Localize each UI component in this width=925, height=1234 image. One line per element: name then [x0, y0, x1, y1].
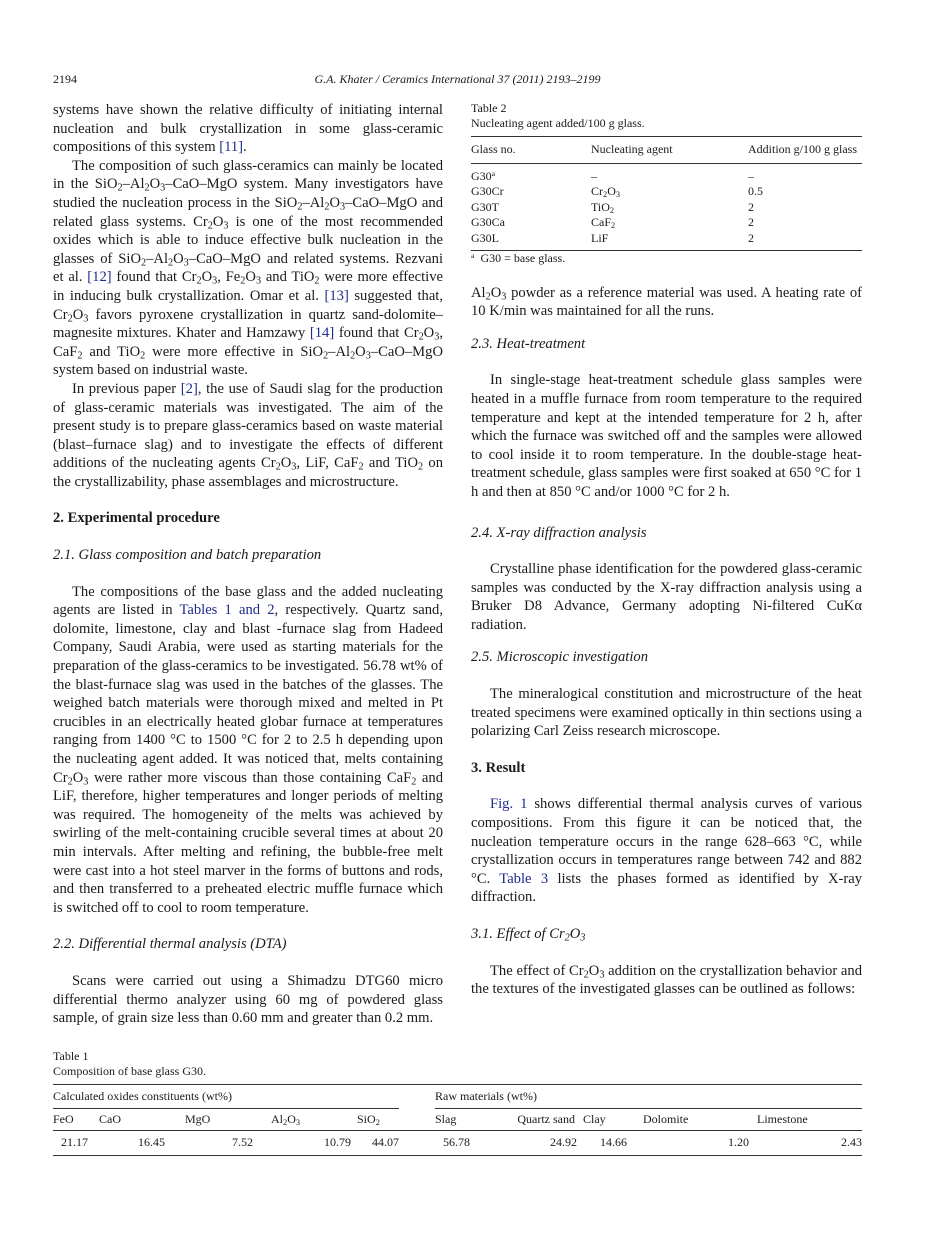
subsection-heading: 2.5. Microscopic investigation — [471, 649, 648, 666]
paragraph: The compositions of the base glass and the added nucleating agents are listed in Tables 1 and 2, respectively. Quartz sand, dolomite, limestone, clay and blast -furnace slag from Hadeed Company, Saudi Arabia, were used as starting materials for the preparation of the glass-ceramics to be investigated. 56.78 wt% of the blast-furnace slag was used in the batches of the glasses. The weighed batch materials were thorough mixed and melted in Pt crucibles in an electrically heated globar furnace at temperatures ranging from 1400 °C to 1500 °C for 2 to 2.5 h depending upon the nucleating agent added. It was noticed that, melts containing $Cr_2O_3$ were rather more viscous than those containing CaF$_2$ and LiF, therefore, higher temperatures and longer periods of melting was required. The homogeneity of the melts was achieved by swirling of the melt-containing crucible several times at about 20 min intervals. After melting and refining, the bubble-free melt were cast into a hot steel marver in the forms of buttons and rods, and then transferred to a preheated electric muffle furnace which is switched off to cool to room temperature. — [53, 583, 444, 916]
column-header: FeO — [53, 1109, 99, 1131]
paragraph: In previous paper [2], the use of Saudi slag for the production of glass-ceramic materials was investigated. The aim of the present study is to prepare glass-ceramics based on waste material (blast–furnace slag) and to investigate the effects of different additions of the nucleating agents $Cr_2O_3$, LiF, CaF$_2$ and TiO$_2$ on the crystallizability, phase assemblages and microstructure. — [53, 380, 443, 490]
subsection-heading: 2.2. Differential thermal analysis (DTA) — [53, 936, 287, 953]
running-header — [53, 72, 862, 88]
table-row: 21.17 16.45 7.52 10.79 44.07 56.78 24.92 14.66 1.20 2.43 — [53, 1131, 862, 1156]
left-column — [53, 101, 443, 1028]
reference-link[interactable]: [2] — [180, 380, 198, 397]
column-header: Dolomite — [643, 1109, 757, 1131]
reference-link[interactable]: [12] — [87, 269, 112, 286]
paragraph: $Al_2O_3$ powder as a reference material was used. A heating rate of 10 K/min was maintained for all the runs. — [471, 284, 862, 320]
column-header: $Al_2O_3$ — [271, 1109, 357, 1131]
table-footnote: $^a$ G30 = base glass. — [471, 250, 566, 265]
column-header: Quartz sand — [483, 1109, 583, 1131]
table-row: G30Ca CaF$_2$ 2 — [471, 215, 754, 231]
page-number: 2194 — [53, 72, 77, 86]
paragraph: The mineralogical constitution and microstructure of the heat treated specimens were examined optically in thin sections using a polarizing Carl Zeiss research microscope. — [471, 686, 862, 740]
paragraph: Scans were carried out using a Shimadzu DTG60 micro differential thermo analyzer using 60 mg of powdered glass sample, of grain size less than 0.60 mm and greater than 0.2 mm. — [53, 972, 443, 1027]
paragraph: The effect of $Cr_2O_3$ addition on the crystallization behavior and the textures of the investigated glasses can be outlined as follows: — [471, 962, 863, 998]
paragraph: Fig. 1 shows differential thermal analysis curves of various compositions. From this figure it can be noticed that, the nucleation temperature occurs in the range 628–663 °C, while crystallization occurs in temperatures range between 742 and 882 °C. Table 3 lists the phases formed as identified by X-ray diffraction. — [471, 796, 863, 906]
table-2 — [471, 101, 862, 266]
table-link[interactable]: Table 3 — [499, 870, 549, 887]
journal-citation: G.A. Khater / Ceramics International 37 (2011) 2193–2199 — [314, 72, 601, 86]
column-header: Clay — [583, 1109, 643, 1131]
reference-link[interactable]: [11] — [219, 139, 243, 156]
subsection-heading: 2.4. X-ray diffraction analysis — [471, 524, 647, 541]
section-heading: 3. Result — [471, 759, 526, 776]
subsection-heading: 2.1. Glass composition and batch preparation — [53, 547, 322, 564]
table-1-grid — [53, 1084, 862, 1156]
subsection-heading: 2.3. Heat-treatment — [471, 335, 586, 352]
column-header: Nucleating agent — [591, 137, 748, 164]
column-group-header: Calculated oxides constituents (wt%) — [53, 1085, 399, 1109]
paragraph: Crystalline phase identification for the powdered glass-ceramic samples was conducted by the X-ray diffraction analysis using a Bruker D8 Advance, Germany adopting Ni-filtered CuKα radiation. — [471, 561, 862, 633]
table-2-grid — [471, 136, 862, 251]
section-heading: 2. Experimental procedure — [53, 510, 220, 527]
paragraph: systems have shown the relative difficulty of initiating internal nucleation and bulk crystallization in some glass-ceramic compositions of this system [11]. — [53, 102, 443, 156]
table-label: Table 1 — [53, 1049, 89, 1063]
subsection-heading: 3.1. Effect of $Cr_2O_3$ — [471, 926, 586, 944]
column-header: Addition g/100 g glass — [748, 137, 862, 164]
column-header: MgO — [185, 1109, 271, 1131]
column-header: Slag — [435, 1109, 483, 1131]
column-header: Limestone — [757, 1109, 862, 1131]
table-caption: Nucleating agent added/100 g glass. — [471, 116, 645, 130]
reference-link[interactable]: [13] — [324, 287, 349, 304]
table-row: G30Cr $Cr_2O_3$ 0.5 — [471, 184, 763, 200]
column-header: CaO — [99, 1109, 185, 1131]
paragraph: In single-stage heat-treatment schedule glass samples were heated in a muffle furnace from room temperature to the required temperature and kept at the intended temperature for 2 h, after which the furnace was switched off and the samples were allowed to cool inside it to room temperature. In the double-stage heat-treatment schedule, glass samples were first soaked at 650 °C for 1 h and then at 850 °C and/or 1000 °C for 2 h. — [471, 372, 862, 500]
table-row: G30T TiO$_2$ 2 — [471, 199, 754, 215]
table-row: G30L LiF 2 — [471, 231, 862, 250]
table-caption: Composition of base glass G30. — [53, 1064, 206, 1078]
table-link[interactable]: Tables 1 and 2 — [179, 602, 275, 619]
figure-link[interactable]: Fig. 1 — [490, 796, 528, 813]
column-group-header: Raw materials (wt%) — [435, 1085, 862, 1109]
right-column — [471, 101, 862, 999]
table-row: G30$^a$ – – — [471, 168, 754, 183]
table-label: Table 2 — [471, 101, 507, 115]
paragraph: The composition of such glass-ceramics can mainly be located in the $SiO_2-Al_2O_3-CaO$–MgO system. Many investigators have studied the nucleation process in the $SiO_2-Al_2O_3-CaO$–MgO and related glass systems. $Cr_2O_3$ is one of the most recommended oxides which is able to induce effective bulk nucleation in the glasses of $SiO_2-Al_2O_3-CaO$–MgO and related systems. Rezvani et al. [12] found that $Cr_2O_3$, $Fe_2O_3$ and TiO$_2$ were more effective in inducing bulk crystallization. Omar et al. [13] suggested that, $Cr_2O_3$ favors pyroxene crystallization in quartz sand-dolomite–magnesite mixtures. Khater and Hamzawy [14] found that $Cr_2O_3$, CaF$_2$ and TiO$_2$ were more effective in $SiO_2-Al_2O_3-CaO$–MgO system based on industrial waste. — [53, 157, 443, 379]
table-1 — [53, 1049, 862, 1156]
column-header: SiO$_2$ — [357, 1109, 399, 1131]
reference-link[interactable]: [14] — [309, 325, 335, 342]
column-header: Glass no. — [471, 137, 591, 164]
